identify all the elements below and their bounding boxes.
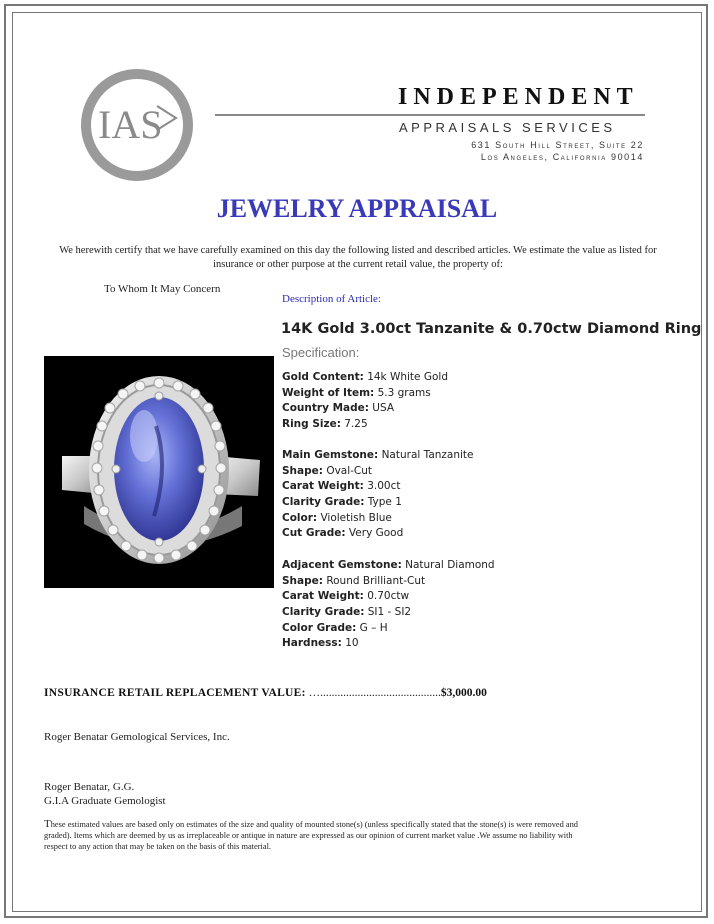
disclaimer-text: hese estimated values are based only on estimates of the size and quality of mounted stone(s) (unless specifically stated that the stone(s) is were removed and graded). Items which are deemed by us as irreplaceable or antique in nature are expressed as our opinion of current market value .We assume no liability with respect to any action that may be taken on the basis of this material. <box>44 820 578 851</box>
spec-row: Clarity Grade: SI1 - SI2 <box>282 606 412 619</box>
owner-name: To Whom It May Concern <box>104 283 221 295</box>
spec-row: Country Made: USA <box>282 402 395 415</box>
signatory-title: G.I.A Graduate Gemologist <box>44 795 166 807</box>
spec-row: Adjacent Gemstone: Natural Diamond <box>282 559 495 571</box>
insurance-value-amount: $3,000.00 <box>440 687 487 699</box>
address-line-1: 631 South Hill Street, Suite 22 <box>471 140 644 150</box>
intro-text: We herewith certify that we have carefully examined on this day the following listed and described articles. We estimate the value as listed for insurance or other purpose at the current retail value, the property of: <box>59 245 657 270</box>
lab-name: Roger Benatar Gemological Services, Inc. <box>44 731 230 743</box>
spec-general <box>282 370 448 433</box>
item-title: 14K Gold 3.00ct Tanzanite & 0.70ctw Diamond Ring <box>281 321 702 337</box>
spec-row: Cut Grade: Very Good <box>282 527 404 540</box>
specification-label: Specification: <box>282 345 360 360</box>
spec-row: Hardness: 10 <box>282 637 359 650</box>
logo-ring-text: Appraisal <box>112 149 164 168</box>
header-divider <box>215 114 645 116</box>
disclaimer <box>44 819 584 852</box>
spec-row: Gold Content: 14k White Gold <box>282 371 448 383</box>
spec-row: Carat Weight: 3.00ct <box>282 480 401 493</box>
spec-row: Color Grade: G – H <box>282 621 388 634</box>
spec-row: Color: Violetish Blue <box>282 511 392 524</box>
spec-adjacent-gemstone <box>282 558 495 652</box>
ias-logo <box>78 66 196 184</box>
spec-row: Shape: Oval-Cut <box>282 464 373 477</box>
signatory-name: Roger Benatar, G.G. <box>44 781 135 793</box>
insurance-value-label: INSURANCE RETAIL REPLACEMENT VALUE: <box>44 687 306 699</box>
spec-row: Carat Weight: 0.70ctw <box>282 590 410 603</box>
spec-row: Main Gemstone: Natural Tanzanite <box>282 449 474 461</box>
spec-row: Shape: Round Brilliant-Cut <box>282 574 426 587</box>
ring-illustration <box>44 356 274 588</box>
address-line-2: Los Angeles, California 90014 <box>480 152 644 162</box>
company-name: INDEPENDENT <box>398 84 639 110</box>
spec-row: Ring Size: 7.25 <box>282 418 368 431</box>
company-subtitle: APPRAISALS SERVICES <box>399 120 616 135</box>
document-title: JEWELRY APPRAISAL <box>216 194 498 223</box>
spec-main-gemstone <box>282 448 474 542</box>
leader-dots: ….......................................... <box>308 687 441 699</box>
spec-row: Weight of Item: 5.3 grams <box>282 386 431 399</box>
logo-letters: IAS <box>98 102 163 147</box>
ring-photo <box>44 356 274 588</box>
description-label: Description of Article: <box>282 293 381 305</box>
spec-row: Clarity Grade: Type 1 <box>282 496 402 509</box>
disclaimer-initial: T <box>44 818 51 830</box>
insurance-value-row <box>44 687 487 699</box>
